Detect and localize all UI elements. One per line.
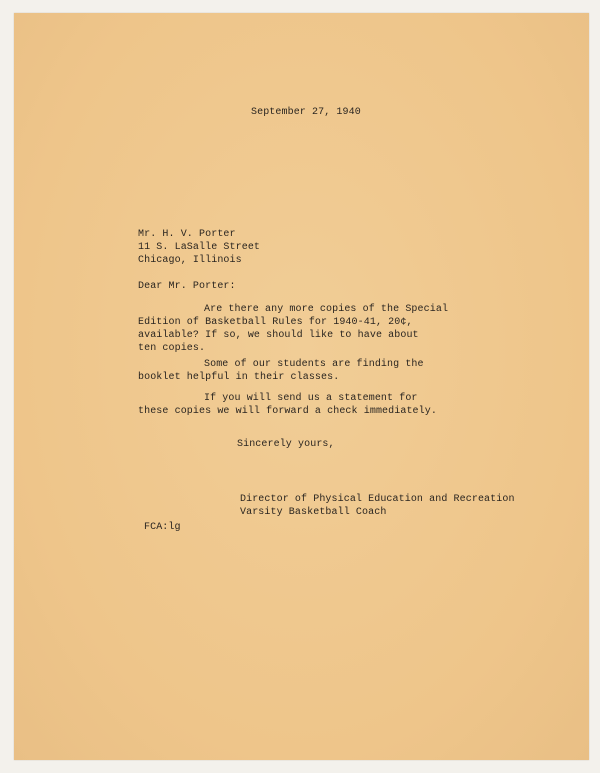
- body-line: booklet helpful in their classes.: [138, 372, 340, 383]
- recipient-street: 11 S. LaSalle Street: [138, 242, 261, 253]
- salutation: Dear Mr. Porter:: [138, 281, 236, 292]
- reference-initials: FCA:lg: [144, 522, 181, 533]
- letter-date: September 27, 1940: [251, 107, 361, 118]
- recipient-name: Mr. H. V. Porter: [138, 229, 236, 240]
- body-line: ten copies.: [138, 343, 206, 354]
- body-line: If you will send us a statement for: [204, 393, 418, 404]
- complimentary-close: Sincerely yours,: [237, 439, 335, 450]
- body-line: these copies we will forward a check immediately.: [138, 406, 437, 417]
- recipient-city: Chicago, Illinois: [138, 255, 242, 266]
- letter-page: [14, 13, 589, 760]
- body-line: Edition of Basketball Rules for 1940-41, 20¢,: [138, 317, 413, 328]
- signer-title: Director of Physical Education and Recreation: [240, 494, 515, 505]
- body-line: available? If so, we should like to have about: [138, 330, 419, 341]
- signer-title: Varsity Basketball Coach: [240, 507, 387, 518]
- body-line: Some of our students are finding the: [204, 359, 424, 370]
- body-line: Are there any more copies of the Special: [204, 304, 449, 315]
